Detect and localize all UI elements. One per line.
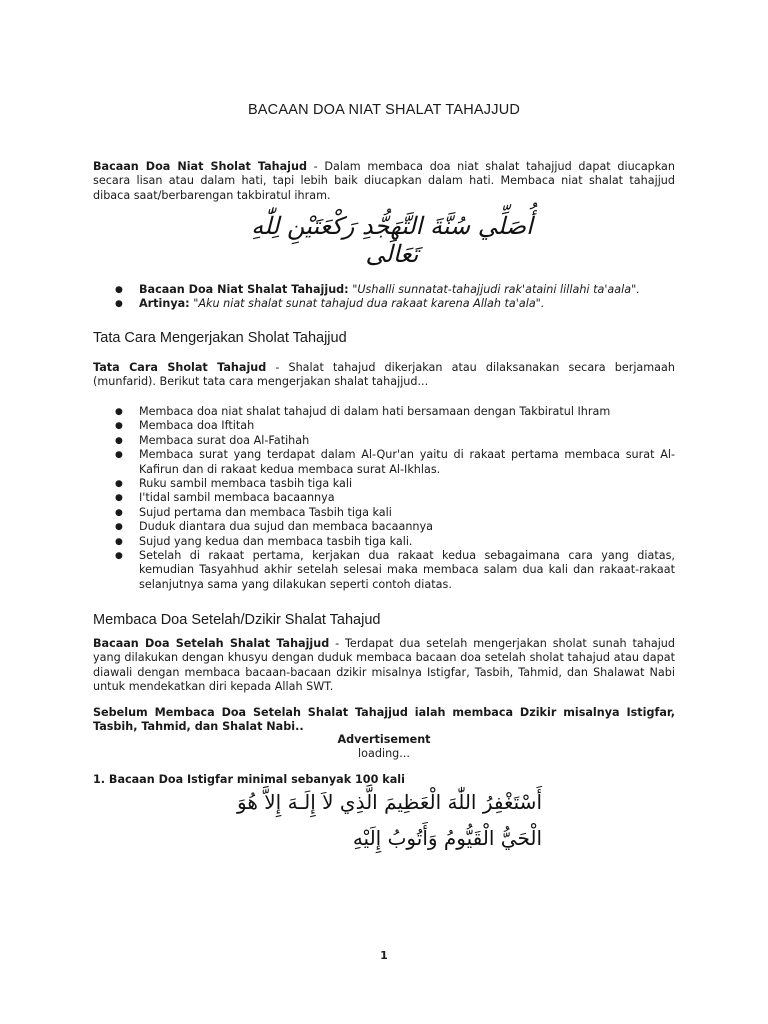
ad-label: Advertisement [337, 733, 431, 746]
section2-bold-paragraph: Sebelum Membaca Doa Setelah Shalat Tahajjud ialah membaca Dzikir misalnya Istigfar, Tasbih, Tahmid, dan Shalat Nabi.. [93, 706, 675, 734]
section1-bold-lead: Tata Cara Sholat Tahajud [93, 361, 267, 374]
list-item [93, 297, 675, 311]
arabic-istigfar-text [200, 784, 542, 856]
niat-value: "Ushalli sunnatat-tahajjudi rak'ataini lillahi ta'aala". [352, 283, 640, 296]
list-item [93, 405, 675, 419]
list-item [93, 283, 675, 297]
list-item [93, 448, 675, 477]
bullet-icon: ● [115, 285, 123, 295]
step-text: Setelah di rakaat pertama, kerjakan dua rakaat kedua sebagaimana cara yang diatas, kemudian Tasyahhud akhir setelah selesai maka membaca salam dua kali dan rakaat-rakaat selanjutnya sama yang dilakukan seperti contoh diatas. [139, 549, 675, 591]
bullet-icon: ● [115, 507, 123, 518]
bullet-icon: ● [115, 493, 123, 504]
section2-heading: Membaca Doa Setelah/Dzikir Shalat Tahajud [93, 612, 381, 628]
section2-bold-lead: Bacaan Doa Setelah Shalat Tahajjud [93, 637, 330, 650]
bullet-icon: ● [115, 479, 123, 490]
list-item [93, 434, 675, 448]
bullet-icon: ● [115, 536, 123, 547]
arabic-niat-text: أُصَلِّي سُنَّةَ التَّهَجُّدِ رَكْعَتَيْنِ لِلّٰهِ تَعَالَى [251, 212, 533, 268]
list-item [93, 477, 675, 491]
list-item [93, 549, 675, 592]
niat-label: Artinya: [139, 297, 190, 311]
niat-label: Bacaan Doa Niat Shalat Tahajjud: [139, 283, 349, 296]
bullet-icon: ● [115, 407, 123, 417]
list-item [93, 506, 675, 520]
istigfar-heading: 1. Bacaan Doa Istigfar minimal sebanyak 100 kali [93, 773, 405, 786]
section1-heading: Tata Cara Mengerjakan Sholat Tahajjud [93, 330, 347, 346]
niat-list [93, 283, 675, 312]
bullet-icon: ● [115, 421, 123, 432]
bullet-icon: ● [115, 522, 123, 533]
niat-value: "Aku niat shalat sunat tahajud dua rakaat karena Allah ta'ala". [193, 297, 545, 311]
list-item [93, 520, 675, 534]
step-text: Ruku sambil membaca tasbih tiga kali [139, 477, 353, 491]
intro-paragraph [93, 160, 675, 203]
section1-text: - Shalat tahajud dikerjakan atau dilaksanakan secara berjamaah (munfarid). Berikut tata cara mengerjakan shalat tahajjud... [93, 361, 675, 389]
step-text: Membaca doa Iftitah [139, 419, 255, 433]
ad-loading-text: loading... [358, 747, 410, 760]
bullet-icon: ● [115, 299, 123, 310]
intro-text: - Dalam membaca doa niat shalat tahajjud dapat diucapkan secara lisan atau dalam hati, tapi lebih baik diucapkan dalam hati. Membaca niat shalat tahajjud dibaca saat/berbarengan takbiratul ihram. [93, 160, 676, 202]
arabic-istigfar-line-1: أَسْتَغْفِرُ اللّٰهَ الْعَظِيمَ الَّذِي لاَ إِلَـهَ إِلاَّ هُوَ [237, 790, 542, 814]
step-text: Sujud yang kedua dan membaca tasbih tiga kali. [139, 534, 413, 548]
list-item [93, 535, 675, 549]
step-text: Membaca surat doa Al-Fatihah [139, 433, 310, 447]
step-text: Membaca doa niat shalat tahajud di dalam hati bersamaan dengan Takbiratul Ihram [139, 405, 611, 418]
page-number: 1 [380, 949, 388, 962]
section2-text: - Terdapat dua setelah mengerjakan sholat sunah tahajud yang dilakukan dengan khusyu dengan duduk membaca bacaan doa setelah sholat tahajud atau dapat diawali dengan membaca bacaan-bacaan dzikir misalnya Istigfar, Tasbih, Tahmid, dan Shalawat Nabi untuk mendekatkan diri kepada Allah SWT. [93, 637, 675, 694]
bullet-icon: ● [115, 435, 123, 446]
list-item [93, 419, 675, 433]
list-item [93, 491, 675, 505]
steps-list [93, 405, 675, 592]
step-text: Membaca surat yang terdapat dalam Al-Qur'an yaitu di rakaat pertama membaca surat Al-Kafirun dan di rakaat kedua membaca surat Al-Ikhlas. [139, 448, 675, 476]
section2-paragraph [93, 637, 675, 695]
arabic-istigfar-line-2: الْحَيُّ الْقَيُّومُ وَأَتُوبُ إِلَيْهِ [352, 826, 542, 850]
section1-paragraph [93, 361, 675, 390]
bullet-icon: ● [115, 450, 123, 461]
step-text: Sujud pertama dan membaca Tasbih tiga kali [139, 505, 392, 519]
step-text: Duduk diantara dua sujud dan membaca bacaannya [139, 520, 433, 534]
step-text: I'tidal sambil membaca bacaannya [139, 491, 335, 505]
page-title: BACAAN DOA NIAT SHALAT TAHAJJUD [247, 102, 521, 118]
intro-bold-lead: Bacaan Doa Niat Sholat Tahajud [93, 160, 307, 173]
bullet-icon: ● [115, 551, 123, 562]
